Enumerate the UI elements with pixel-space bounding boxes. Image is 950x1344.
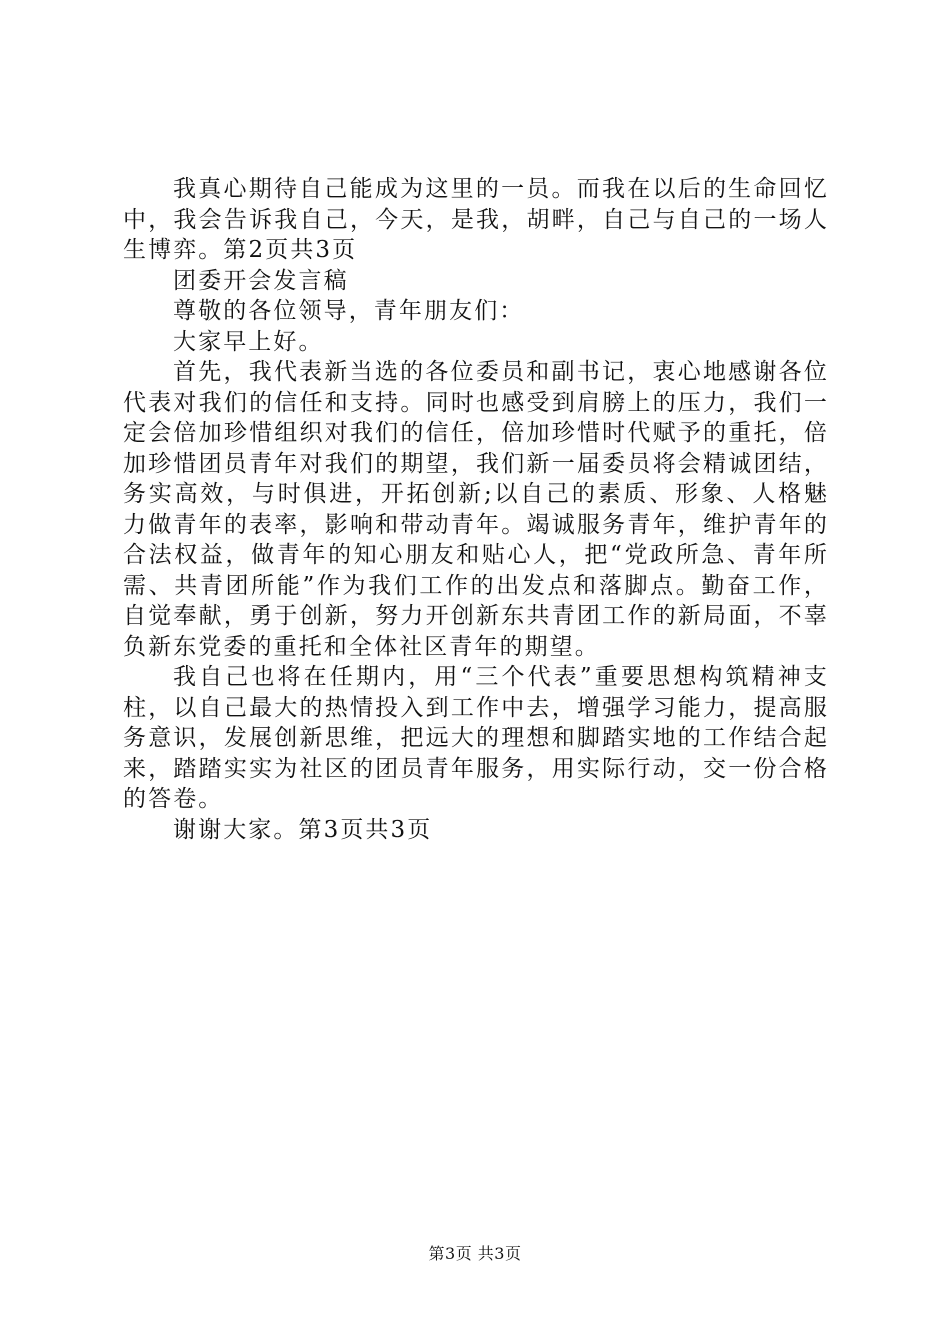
paragraph-closing-previous: 我真心期待自己能成为这里的一员。而我在以后的生命回忆中，我会告诉我自己，今天，是我，胡畔，自己与自己的一场人生博弈。第2页共3页 xyxy=(123,176,829,263)
salutation: 尊敬的各位领导，青年朋友们： xyxy=(173,298,525,324)
paragraph-thanks: 谢谢大家。第3页共3页 xyxy=(173,816,433,843)
paragraph-main: 首先，我代表新当选的各位委员和副书记，衷心地感谢各位代表对我们的信任和支持。同时也感受到肩膀上的压力，我们一定会倍加珍惜组织对我们的信任，倍加珍惜时代赋予的重托，倍加珍惜团员青年对我们的期望，我们新一届委员将会精诚团结，务实高效，与时俱进，开拓创新;以自己的素质、形象、人格魅力做青年的表率，影响和带动青年。竭诚服务青年，维护青年的合法权益，做青年的知心朋友和贴心人，把“党政所急、青年所需、共青团所能”作为我们工作的出发点和落脚点。勤奋工作，自觉奉献，勇于创新，努力开创新东共青团工作的新局面，不辜负新东党委的重托和全体社区青年的期望。 xyxy=(123,359,829,660)
greeting: 大家早上好。 xyxy=(173,328,324,355)
page-footer: 第3页 共3页 xyxy=(428,1244,522,1263)
document-body xyxy=(123,174,829,845)
speech-title: 团委开会发言稿 xyxy=(173,267,349,294)
paragraph-commitment: 我自己也将在任期内，用“三个代表”重要思想构筑精神支柱，以自己最大的热情投入到工作中去，增强学习能力，提高服务意识，发展创新思维，把远大的理想和脚踏实地的工作结合起来，踏踏实实为社区的团员青年服务，用实际行动，交一份合格的答卷。 xyxy=(123,664,829,812)
